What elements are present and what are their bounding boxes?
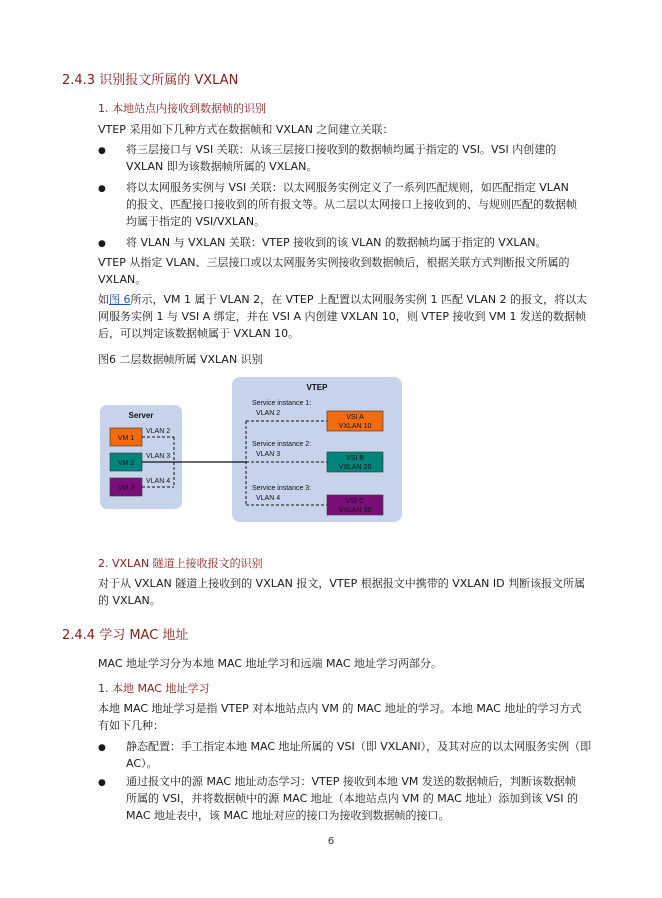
bullet-item: 将以太网服务实例与 VSI 关联：以太网服务实例定义了一系列匹配规则，如匹配指定 VLAN 的报文、匹配接口接收到的所有报文等。从二层以太网接口上接收到的、与规则匹配的数据帧 均属于指定的 VSI/VXLAN。	[126, 181, 577, 228]
paragraph-mac-intro: MAC 地址学习分为本地 MAC 地址学习和远端 MAC 地址学习两部分。	[98, 657, 442, 670]
paragraph-tunnel: 对于从 VXLAN 隧道上接收到的 VXLAN 报文，VTEP 根据报文中携带的 VXLAN ID 判断该报文所属 的 VXLAN。	[98, 577, 586, 607]
service-instance-label: Service instance 3:	[252, 485, 312, 492]
paragraph-local-mac: 本地 MAC 地址学习是指 VTEP 对本地站点内 VM 的 MAC 地址的学习。本地 MAC 地址的学习方式 有如下几种：	[98, 702, 582, 732]
service-instance-vlan: VLAN 3	[256, 451, 281, 458]
figure-caption: 图6 二层数据帧所属 VXLAN 识别	[98, 353, 263, 366]
section-heading-2-4-4: 2.4.4 学习 MAC 地址	[62, 628, 189, 643]
vxlan-30-label: VXLAN 30	[338, 507, 372, 514]
service-instance-vlan: VLAN 2	[256, 410, 281, 417]
vm1-label: VM 1	[117, 435, 135, 442]
server-label: Server	[128, 411, 154, 420]
vsi-c-label: VSI C	[345, 498, 365, 505]
vm-vlan-label: VLAN 4	[146, 478, 171, 485]
vsi-b-label: VSI B	[346, 455, 364, 462]
service-instance-vlan: VLAN 4	[256, 495, 281, 502]
bullet-item: 将 VLAN 与 VXLAN 关联：VTEP 接收到的该 VLAN 的数据帧均属于指定的 VXLAN。	[126, 236, 547, 249]
vsi-a-label: VSI A	[346, 414, 364, 421]
vm2-label: VM 2	[117, 460, 135, 467]
bullet-dot: ●	[98, 239, 106, 249]
vxlan-10-label: VXLAN 10	[338, 423, 372, 430]
subsection-heading-tunnel: 2. VXLAN 隧道上接收报文的识别	[98, 557, 263, 570]
bullet-dot: ●	[98, 184, 106, 194]
paragraph-intro: VTEP 采用如下几种方式在数据帧和 VXLAN 之间建立关联：	[98, 123, 394, 136]
bullet-dot: ●	[98, 146, 106, 156]
bullet-dot: ●	[98, 743, 106, 753]
section-heading-2-4-3: 2.4.3 识别报文所属的 VXLAN	[62, 73, 239, 88]
subsection-heading-local-mac: 1. 本地 MAC 地址学习	[98, 682, 210, 695]
paragraph-example: 如图 6所示，VM 1 属于 VLAN 2，在 VTEP 上配置以太网服务实例 1 匹配 VLAN 2 的报文，将以太 网服务实例 1 与 VSI A 绑定，并在 VSI A 内创建 VXLAN 10，则 VTEP 接收到 VM 1 发送的数据帧 后，可以判定该数据帧属于 VXLAN 10。	[98, 293, 588, 340]
vm-vlan-label: VLAN 2	[146, 428, 171, 435]
subsection-heading-local-frame: 1. 本地站点内接收到数据帧的识别	[98, 102, 266, 115]
figure-6-link[interactable]: 图 6	[109, 293, 131, 306]
service-instance-label: Service instance 2:	[252, 441, 312, 448]
vtep-label: VTEP	[306, 383, 328, 392]
bullet-dot: ●	[98, 778, 106, 788]
bullet-item: 通过报文中的源 MAC 地址动态学习：VTEP 接收到本地 VM 发送的数据帧后，判断该数据帧 所属的 VSI，并将数据帧中的源 MAC 地址（本地站点内 VM 的 MAC 地址）添加到该 VSI 的 MAC 地址表中，该 MAC 地址对应的接口为接收到数据帧的接口。	[126, 775, 578, 822]
page-number: 6	[327, 836, 335, 847]
vm-vlan-label: VLAN 3	[146, 453, 171, 460]
bullet-item: 静态配置：手工指定本地 MAC 地址所属的 VSI（即 VXLANI），及其对应的以太网服务实例（即 AC）。	[126, 740, 592, 770]
paragraph-after: VTEP 从指定 VLAN、三层接口或以太网服务实例接收到数据帧后，根据关联方式判断报文所属的 VXLAN。	[98, 256, 570, 286]
vxlan-20-label: VXLAN 20	[338, 464, 372, 471]
service-instance-label: Service instance 1:	[252, 400, 312, 407]
vm3-label: VM 3	[117, 485, 135, 492]
bullet-item: 将三层接口与 VSI 关联：从该三层接口接收到的数据帧均属于指定的 VSI。VSI 内创建的 VXLAN 即为该数据帧所属的 VXLAN。	[126, 143, 557, 173]
